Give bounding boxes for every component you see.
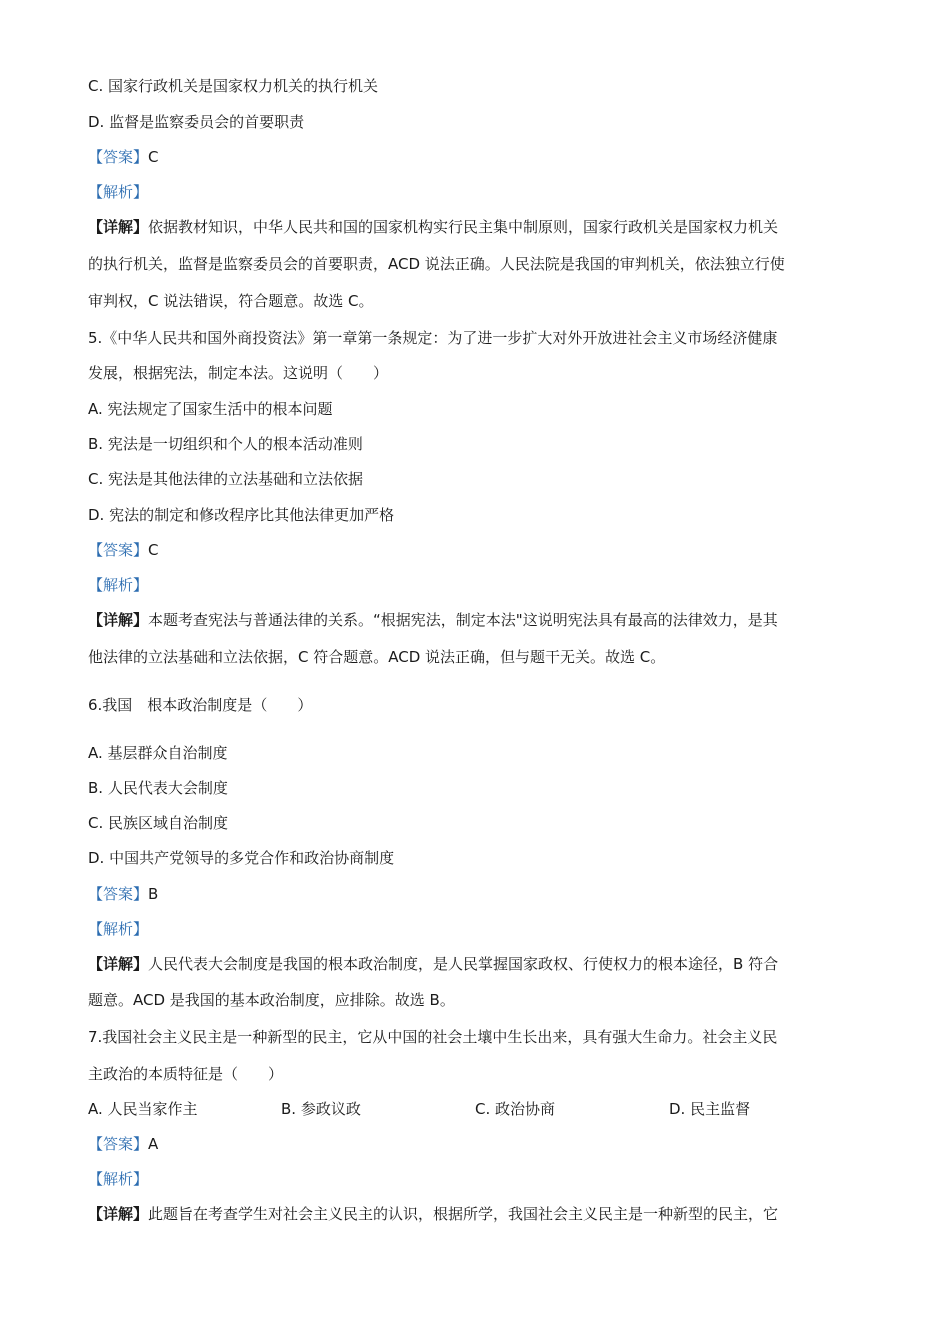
q6-option-d: D. 中国共产党领导的多党合作和政治协商制度	[88, 849, 395, 867]
q5-detail-text-1: 本题考查宪法与普通法律的关系。“根据宪法，制定本法"这说明宪法具有最高的法律效力，是其	[148, 611, 778, 629]
q7-detail-text-1: 此题旨在考查学生对社会主义民主的认识，根据所学，我国社会主义民主是一种新型的民主，它	[148, 1205, 779, 1223]
q6-detail-text-1: 人民代表大会制度是我国的根本政治制度，是人民掌握国家政权、行使权力的根本途径，B 符合	[148, 955, 779, 973]
q7-option-a: A. 人民当家作主	[88, 1100, 198, 1118]
q5-answer-line	[88, 539, 159, 561]
q7-answer: A	[148, 1135, 159, 1153]
q6-answer-line	[88, 883, 158, 905]
q7-stem-line-2: 主政治的本质特征是（ ）	[88, 1065, 284, 1083]
q6-option-a: A. 基层群众自治制度	[88, 744, 228, 762]
q5-detail-line-2: 他法律的立法基础和立法依据，C 符合题意。ACD 说法正确，但与题干无关。故选 C。	[88, 648, 666, 666]
q6-stem: 6.我国 根本政治制度是（ ）	[88, 696, 313, 714]
q5-analysis-tag: 【解析】	[88, 576, 149, 594]
q4-analysis-tag: 【解析】	[88, 183, 149, 201]
q6-option-b: B. 人民代表大会制度	[88, 779, 228, 797]
q4-detail-line-3: 审判权，C 说法错误，符合题意。故选 C。	[88, 292, 374, 310]
q7-option-d: D. 民主监督	[669, 1100, 751, 1118]
q4-answer-line	[88, 146, 159, 168]
q5-stem-line-1: 5.《中华人民共和国外商投资法》第一章第一条规定：为了进一步扩大对外开放进社会主义市场经济健康	[88, 329, 778, 347]
q7-answer-line	[88, 1133, 158, 1155]
detail-tag: 【详解】	[88, 1205, 149, 1223]
q6-answer: B	[148, 885, 159, 903]
q5-option-c: C. 宪法是其他法律的立法基础和立法依据	[88, 470, 364, 488]
q6-detail-line-1	[88, 953, 778, 975]
q4-detail-text-1: 依据教材知识，中华人民共和国的国家机构实行民主集中制原则，国家行政机关是国家权力机关	[148, 218, 779, 236]
q5-option-b: B. 宪法是一切组织和个人的根本活动准则	[88, 435, 363, 453]
q5-stem-line-2: 发展，根据宪法，制定本法。这说明（ ）	[88, 364, 389, 382]
q5-option-d: D. 宪法的制定和修改程序比其他法律更加严格	[88, 506, 395, 524]
q4-answer: C	[148, 148, 159, 166]
q6-detail-line-2: 题意。ACD 是我国的基本政治制度，应排除。故选 B。	[88, 991, 455, 1009]
q6-option-c: C. 民族区域自治制度	[88, 814, 229, 832]
detail-tag: 【详解】	[88, 218, 149, 236]
detail-tag: 【详解】	[88, 955, 149, 973]
answer-tag: 【答案】	[88, 1135, 149, 1153]
q7-analysis-tag: 【解析】	[88, 1170, 149, 1188]
answer-tag: 【答案】	[88, 541, 149, 559]
q7-option-c: C. 政治协商	[475, 1100, 556, 1118]
answer-tag: 【答案】	[88, 885, 149, 903]
q4-detail-line-2: 的执行机关，监督是监察委员会的首要职责，ACD 说法正确。人民法院是我国的审判机关，依法独立行使	[88, 255, 785, 273]
detail-tag: 【详解】	[88, 611, 149, 629]
q4-option-d: D. 监督是监察委员会的首要职责	[88, 113, 305, 131]
q5-answer: C	[148, 541, 159, 559]
q5-detail-line-1	[88, 609, 778, 631]
answer-tag: 【答案】	[88, 148, 149, 166]
q4-option-c: C. 国家行政机关是国家权力机关的执行机关	[88, 77, 379, 95]
q4-detail-line-1	[88, 216, 778, 238]
q7-option-b: B. 参政议政	[281, 1100, 361, 1118]
q6-analysis-tag: 【解析】	[88, 920, 149, 938]
q7-stem-line-1: 7.我国社会主义民主是一种新型的民主，它从中国的社会土壤中生长出来，具有强大生命力。社会主义民	[88, 1028, 778, 1046]
q5-option-a: A. 宪法规定了国家生活中的根本问题	[88, 400, 333, 418]
q7-detail-line-1	[88, 1203, 778, 1225]
